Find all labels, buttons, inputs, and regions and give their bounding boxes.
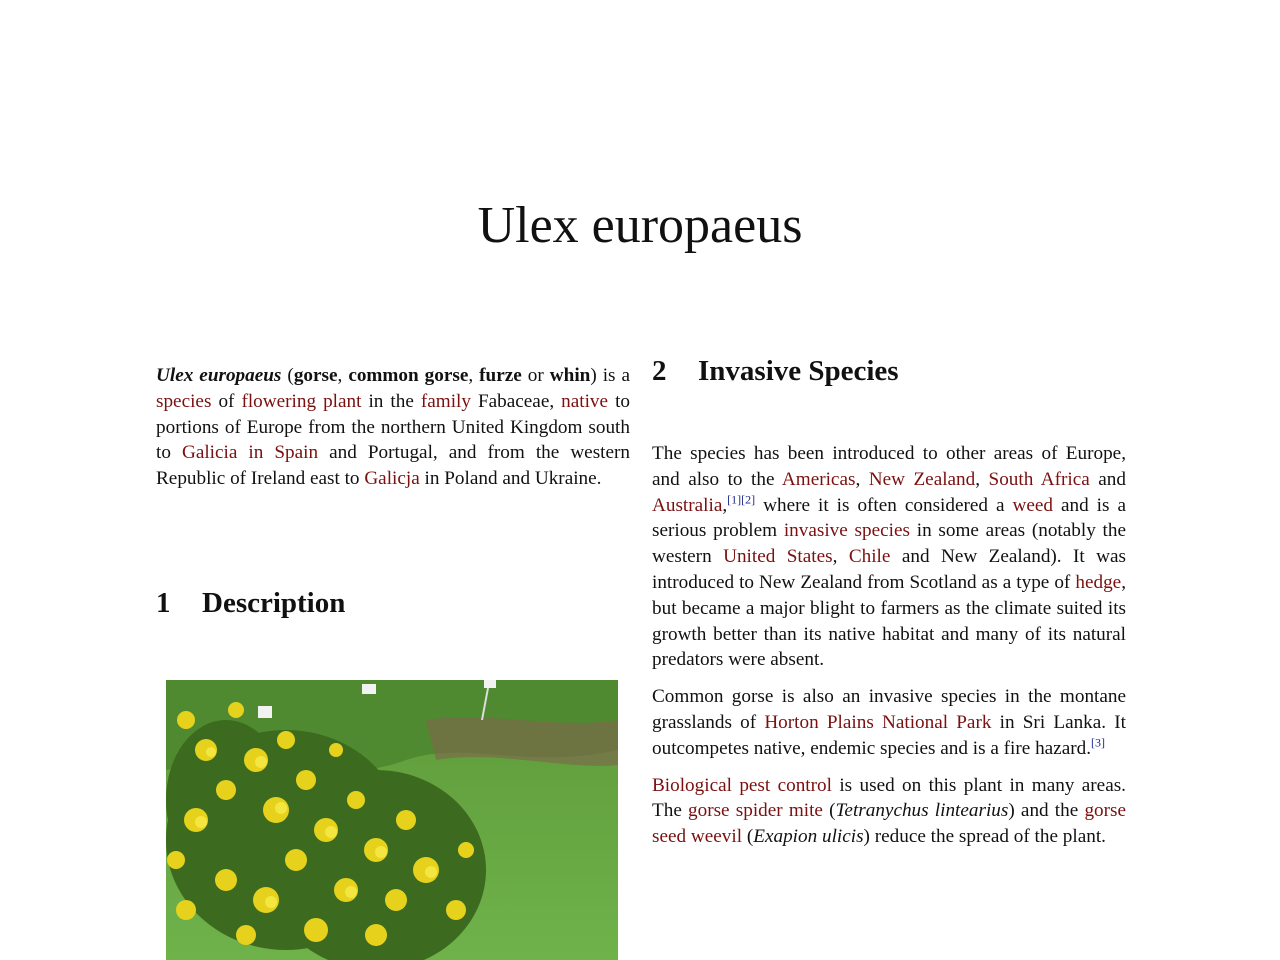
common-name: common gorse — [348, 365, 469, 386]
text-run: and — [1089, 468, 1126, 490]
text-run: The species has been introduced to other areas of Europe, and also to the — [652, 443, 1126, 490]
text-run: Fabaceae, — [470, 390, 562, 412]
link-galicja[interactable]: Galicja — [364, 468, 420, 490]
link-new-zealand[interactable]: New Zealand — [868, 468, 976, 490]
invasive-paragraph-2 — [652, 684, 1126, 761]
link-united-states[interactable]: United States — [723, 546, 833, 568]
reference-1[interactable]: [1] — [727, 492, 742, 507]
text-run: and New Zealand). It was introduced to New Zealand from Scotland as a type of — [652, 546, 1127, 593]
text-run: , — [975, 468, 989, 490]
section-heading-invasive-species — [652, 353, 1126, 389]
link-horton-plains-national-park[interactable]: Horton Plains National Park — [764, 711, 992, 733]
text-run: ( — [822, 800, 836, 822]
intro-paragraph — [156, 363, 630, 492]
link-gorse-spider-mite[interactable]: gorse spider mite — [688, 800, 823, 822]
text-run: , — [855, 468, 869, 490]
text-run: and is a serious problem — [652, 494, 1126, 542]
text-run: , but became a major blight to farmers as the climate suited its growth better than its native habitat and many of its natural predators were absent. — [652, 571, 1126, 671]
link-south-africa[interactable]: South Africa — [988, 468, 1090, 490]
link-flowering-plant[interactable]: flowering plant — [241, 390, 362, 412]
section-title: Description — [202, 587, 346, 619]
scientific-name: Tetranychus lintearius — [835, 800, 1009, 822]
link-species[interactable]: species — [156, 390, 212, 412]
right-column — [652, 353, 1126, 850]
text-run: ) and the — [1008, 800, 1085, 822]
text-run: in the — [361, 390, 421, 412]
text-run: ( — [281, 365, 294, 386]
text-run: where it is often considered a — [755, 494, 1013, 516]
text-run: in Poland and Ukraine. — [419, 468, 602, 490]
page-title: Ulex europaeus — [477, 197, 803, 254]
text-run: ) — [590, 365, 597, 386]
section-heading-description — [156, 585, 345, 621]
text-run: is a — [596, 365, 631, 386]
reference-2[interactable]: [2] — [741, 492, 756, 507]
text-run: to portions of Europe from the northern United Kingdom south to — [156, 390, 630, 464]
reference-3[interactable]: [3] — [1091, 735, 1105, 750]
link-weed[interactable]: weed — [1012, 494, 1053, 516]
species-name: Ulex europaeus — [156, 365, 282, 386]
link-family[interactable]: family — [420, 390, 471, 412]
left-column — [156, 363, 630, 492]
link-hedge[interactable]: hedge — [1075, 571, 1122, 593]
text-run: , — [832, 546, 849, 568]
text-run: in some areas (notably the western — [652, 520, 1127, 568]
common-name: whin — [549, 365, 591, 386]
text-run: or — [521, 365, 550, 386]
link-invasive-species[interactable]: invasive species — [783, 520, 910, 542]
text-run: in Sri Lanka. It outcompetes native, endemic species and is a fire hazard. — [652, 711, 1127, 759]
gorse-photo — [166, 680, 618, 960]
text-run: , — [468, 365, 480, 386]
section-title: Invasive Species — [698, 355, 899, 387]
section-number: 2 — [652, 355, 667, 387]
text-run: Common gorse is also an invasive species in the montane grasslands of — [652, 686, 1126, 733]
text-run: , — [337, 365, 349, 386]
link-gorse-seed-weevil[interactable]: gorse seed weevil — [652, 800, 1126, 848]
link-chile[interactable]: Chile — [848, 546, 891, 568]
link-galicia-in-spain[interactable]: Galicia in Spain — [181, 442, 319, 464]
link-australia[interactable]: Australia — [652, 494, 723, 516]
link-americas[interactable]: Americas — [781, 468, 856, 490]
text-run: ) reduce the spread of the plant. — [863, 826, 1106, 848]
text-run: ( — [742, 826, 754, 848]
text-run: is used on this plant in many areas. The — [652, 774, 1126, 822]
text-run: of — [211, 390, 242, 412]
invasive-paragraph-1 — [652, 441, 1126, 673]
invasive-paragraph-3 — [652, 773, 1126, 850]
text-run: and Portugal, and from the western Republic of Ireland east to — [156, 442, 630, 490]
text-run: , — [722, 494, 728, 516]
link-native[interactable]: native — [561, 390, 609, 412]
scientific-name: Exapion ulicis — [753, 826, 864, 848]
section-number: 1 — [156, 587, 171, 619]
common-name: furze — [479, 365, 522, 386]
common-name: gorse — [293, 365, 338, 386]
link-biological-pest-control[interactable]: Biological pest control — [652, 774, 832, 796]
